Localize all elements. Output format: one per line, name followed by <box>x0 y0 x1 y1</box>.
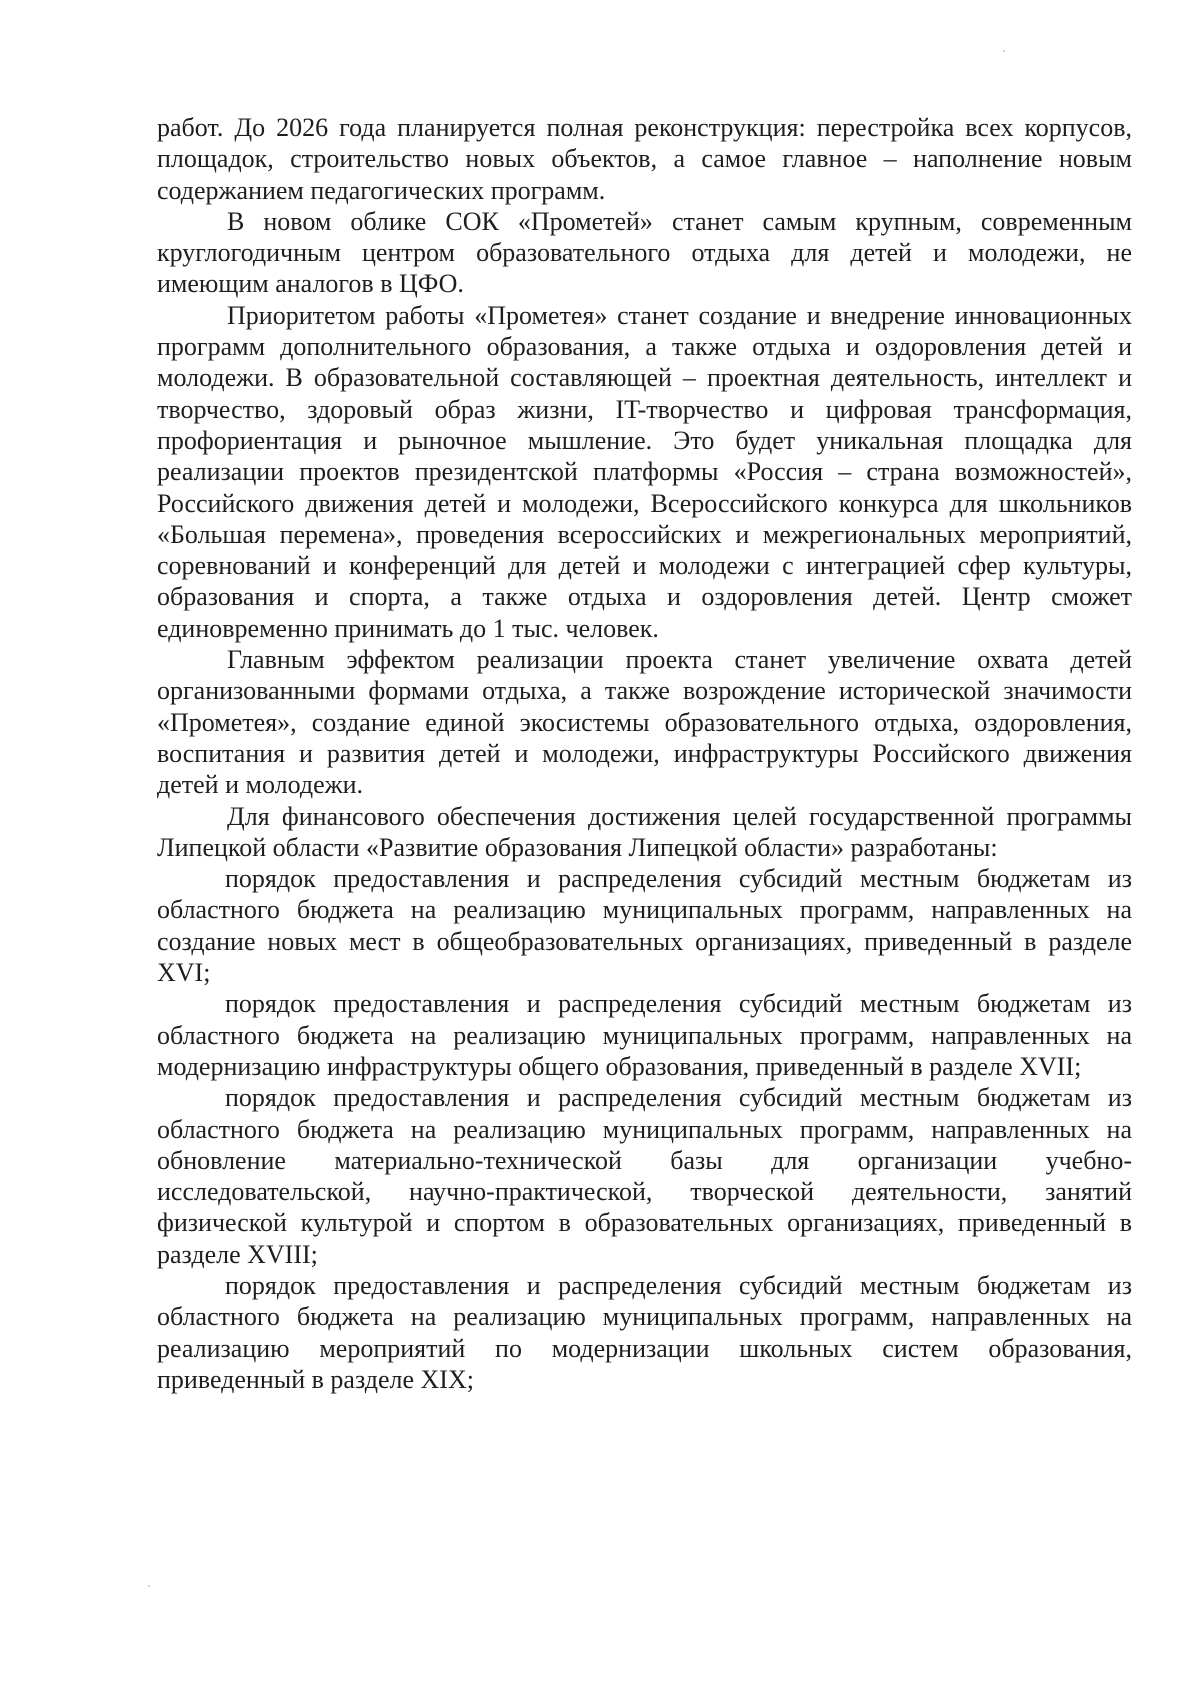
paragraph-prometey-new-look: В новом облике СОК «Прометей» станет самым крупным, современным круглогодичным центром образовательного отдыха для детей и молодежи, не имеющим аналогов в ЦФО. <box>157 206 1132 299</box>
paragraph-continuation: работ. До 2026 года планируется полная реконструкция: перестройка всех корпусов, площадок, строительство новых объектов, а самое главное – наполнение новым содержанием педагогических программ. <box>157 113 1132 205</box>
paragraph-financing: Для финансового обеспечения достижения целей государственной программы Липецкой области «Развитие образования Липецкой области» разработаны: <box>157 801 1132 862</box>
list-item-section-xix: порядок предоставления и распределения субсидий местным бюджетам из областного бюджета на реализацию муниципальных программ, направленных на реализацию мероприятий по модернизации школьных систем образования, приведенный в разделе XIX; <box>157 1270 1132 1394</box>
list-item-section-xvi: порядок предоставления и распределения субсидий местным бюджетам из областного бюджета на реализацию муниципальных программ, направленных на создание новых мест в общеобразовательных организациях, приведенный в разделе XVI; <box>157 864 1132 988</box>
paragraph-priorities: Приоритетом работы «Прометея» станет создание и внедрение инновационных программ дополнительного образования, а также отдыха и оздоровления детей и молодежи. В образовательной составляющей – проектная деятельность, интеллект и творчество, здоровый образ жизни, IT-творчество и цифровая трансформация, профориентация и рыночное мышление. Это будет уникальная площадка для реализации проектов президентской платформы «Россия – страна возможностей», Российского движения детей и молодежи, Всероссийского конкурса для школьников «Большая перемена», проведения всероссийских и межрегиональных мероприятий, соревнований и конференций для детей и молодежи с интеграцией сфер культуры, образования и спорта, а также отдыха и оздоровления детей. Центр сможет единовременно принимать до 1 тыс. человек. <box>157 300 1132 643</box>
list-item-section-xviii: порядок предоставления и распределения субсидий местным бюджетам из областного бюджета на реализацию муниципальных программ, направленных на обновление материально-технической базы для организации учебно-исследовательской, научно-практической, творческой деятельности, занятий физической культурой и спортом в образовательных организациях, приведенный в разделе XVIII; <box>157 1083 1132 1269</box>
document-body <box>157 112 1132 1395</box>
scan-speck <box>1003 50 1005 52</box>
scan-speck <box>148 1585 150 1587</box>
paragraph-main-effect: Главным эффектом реализации проекта станет увеличение охвата детей организованными формами отдыха, а также возрождение исторической значимости «Прометея», создание единой экосистемы образовательного отдыха, оздоровления, воспитания и развития детей и молодежи, инфраструктуры Российского движения детей и молодежи. <box>157 645 1132 800</box>
list-item-section-xvii: порядок предоставления и распределения субсидий местным бюджетам из областного бюджета на реализацию муниципальных программ, направленных на модернизацию инфраструктуры общего образования, приведенный в разделе XVII; <box>157 989 1132 1081</box>
